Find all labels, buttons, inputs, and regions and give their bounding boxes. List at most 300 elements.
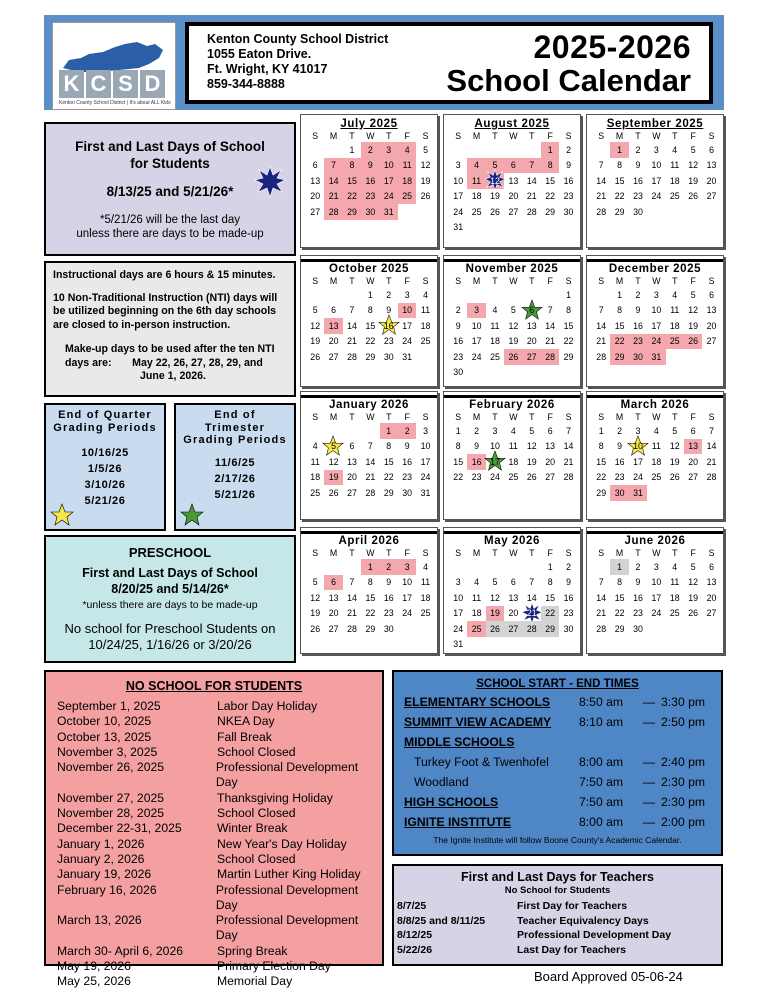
week-row xyxy=(449,318,578,334)
day-cell: 26 xyxy=(490,206,500,217)
day-cell: 10 xyxy=(629,439,647,455)
day-cell xyxy=(559,365,577,381)
no-school-row xyxy=(57,806,382,821)
week-row xyxy=(592,303,721,319)
week-row xyxy=(449,303,578,319)
day-cell xyxy=(467,559,485,575)
day-cell: 12 xyxy=(486,173,504,189)
day-cell: 24 xyxy=(651,191,662,202)
day-cell: 18 xyxy=(310,472,321,483)
day-cell: 17 xyxy=(402,592,413,603)
day-cell: 27 xyxy=(706,191,717,202)
school-times-title: SCHOOL START - END TIMES xyxy=(476,678,639,690)
day-cell: 12 xyxy=(688,305,699,316)
day-cell: 1 xyxy=(610,559,628,575)
teacher-day-date: 5/22/26 xyxy=(397,943,433,956)
day-cell: 24 xyxy=(380,189,398,205)
day-cell: 21 xyxy=(347,336,357,347)
day-cell: 7 xyxy=(523,158,541,174)
no-school-event: Martin Luther King Holiday xyxy=(217,867,361,882)
day-cell: 4 xyxy=(510,425,516,436)
day-cell: 19 xyxy=(508,336,519,347)
day-cell: 11 xyxy=(467,173,485,189)
day-cell: 4 xyxy=(672,561,678,572)
day-cell: 26 xyxy=(669,472,680,483)
day-cell xyxy=(504,220,522,236)
week-row xyxy=(449,189,578,205)
board-approved: Board Approved 05-06-24 xyxy=(534,969,683,984)
day-cell: 31 xyxy=(420,487,431,498)
no-school-date: October 10, 2025 xyxy=(57,714,152,729)
teacher-day-date: 8/8/25 and 8/11/25 xyxy=(397,914,486,927)
no-school-event: Thanksgiving Holiday xyxy=(217,790,333,805)
day-cell: 13 xyxy=(706,160,717,171)
day-cell: 16 xyxy=(563,592,574,603)
day-cell xyxy=(541,637,559,653)
day-cell: 27 xyxy=(328,351,339,362)
day-cell xyxy=(559,220,577,236)
green-star-icon xyxy=(180,503,204,527)
day-cell: 27 xyxy=(347,487,357,498)
month-title: June 2026 xyxy=(587,531,723,547)
day-cell: 12 xyxy=(688,577,699,588)
day-cell: 26 xyxy=(526,472,537,483)
week-row xyxy=(592,334,721,350)
day-cell: 21 xyxy=(706,456,717,467)
day-cell: 27 xyxy=(545,472,556,483)
day-cell: 11 xyxy=(472,592,482,603)
day-cell: 23 xyxy=(633,191,643,202)
day-cell: 1 xyxy=(566,289,571,300)
day-header: T xyxy=(635,276,641,286)
no-school-row xyxy=(57,944,382,959)
day-cell xyxy=(467,220,485,236)
day-header: S xyxy=(422,548,429,558)
week-row xyxy=(592,485,721,501)
day-header: F xyxy=(404,131,410,141)
day-cell: 6 xyxy=(504,158,522,174)
day-cell: 27 xyxy=(504,621,522,637)
day-cell: 19 xyxy=(669,456,680,467)
day-cell: 27 xyxy=(328,623,339,634)
week-row xyxy=(306,318,435,334)
no-school-date: May 19, 2026 xyxy=(57,959,131,974)
instruction-info-box xyxy=(44,261,296,397)
week-row xyxy=(449,142,578,158)
day-header: S xyxy=(455,276,462,286)
day-cell: 10 xyxy=(420,441,431,452)
day-cell: 24 xyxy=(402,336,413,347)
no-school-event: Primary Election Day xyxy=(217,959,331,974)
day-cell: 26 xyxy=(328,487,339,498)
day-cell: 20 xyxy=(706,175,717,186)
day-cell xyxy=(647,485,665,501)
day-header: F xyxy=(690,276,696,286)
quarter-dates xyxy=(46,445,164,509)
day-cell: 22 xyxy=(365,336,376,347)
grading-date: 10/16/25 xyxy=(81,447,129,459)
day-cell: 22 xyxy=(563,336,574,347)
day-cell: 7 xyxy=(598,305,604,316)
day-cell: 25 xyxy=(669,608,680,619)
day-cell: 14 xyxy=(526,175,537,186)
no-school-row xyxy=(57,714,382,729)
day-cell: 30 xyxy=(402,487,413,498)
day-cell: 1 xyxy=(349,144,355,155)
week-row xyxy=(306,485,435,501)
teacher-days-box xyxy=(392,864,723,966)
trimester-grading-box: End of Trimester Grading Periods 11/6/25 2/17/26 5/21/26 xyxy=(174,403,296,531)
day-cell: 21 xyxy=(526,191,537,202)
day-cell: 25 xyxy=(490,351,500,362)
school-time-row xyxy=(404,792,721,812)
day-cell: 27 xyxy=(310,206,321,217)
month-grid xyxy=(592,275,721,365)
day-cell: 29 xyxy=(614,206,625,217)
day-cell: 6 xyxy=(709,144,714,155)
day-cell: 10 xyxy=(380,158,398,174)
day-cell xyxy=(306,559,324,575)
day-cell: 18 xyxy=(508,456,519,467)
day-cell: 6 xyxy=(709,289,714,300)
logo-letters: K C S D xyxy=(59,70,165,98)
week-row xyxy=(306,621,435,637)
day-cell: 21 xyxy=(563,456,574,467)
day-cell: 29 xyxy=(383,487,394,498)
day-cell xyxy=(449,287,467,303)
calendar-9 xyxy=(300,527,438,654)
day-header: S xyxy=(422,131,429,141)
teacher-day-row xyxy=(394,943,721,958)
day-cell: 17 xyxy=(633,456,643,467)
week-row xyxy=(449,204,578,220)
day-cell: 29 xyxy=(610,349,628,365)
end-time: 2:40 pm xyxy=(661,755,706,769)
day-cell: 10 xyxy=(402,577,413,588)
day-header-row xyxy=(449,130,578,142)
day-header: W xyxy=(652,276,661,286)
no-school-list xyxy=(46,699,382,990)
day-cell: 7 xyxy=(349,305,355,316)
address-title-box xyxy=(185,22,713,104)
day-cell: 15 xyxy=(545,175,556,186)
day-cell: 30 xyxy=(610,485,628,501)
day-cell xyxy=(343,287,361,303)
day-cell: 15 xyxy=(614,175,625,186)
teacher-days-subtitle: No School for Students xyxy=(504,885,611,896)
day-cell: 4 xyxy=(398,142,416,158)
week-row xyxy=(449,349,578,365)
day-cell: 2 xyxy=(617,425,623,436)
day-header: S xyxy=(565,276,572,286)
month-grid xyxy=(306,547,435,637)
day-cell: 10 xyxy=(471,320,482,331)
day-cell: 1 xyxy=(380,423,398,439)
calendar-3 xyxy=(300,255,438,387)
day-header: F xyxy=(690,131,696,141)
month-grid xyxy=(449,275,578,380)
no-school-event: NKEA Day xyxy=(217,714,275,729)
day-cell: 27 xyxy=(523,349,541,365)
day-header: M xyxy=(615,412,624,422)
day-cell: 26 xyxy=(684,334,702,350)
school-name: IGNITE INSTITUTE xyxy=(404,815,511,829)
day-cell: 25 xyxy=(508,472,519,483)
no-school-event: Labor Day Holiday xyxy=(217,699,318,713)
day-cell: 15 xyxy=(614,320,625,331)
day-cell: 18 xyxy=(471,191,482,202)
day-header: F xyxy=(547,131,553,141)
day-cell: 24 xyxy=(453,623,464,634)
day-cell: 11 xyxy=(670,160,680,171)
day-header: S xyxy=(565,548,572,558)
teacher-day-event: Professional Development Day xyxy=(517,929,672,941)
no-school-title: NO SCHOOL FOR STUDENTS xyxy=(125,679,303,693)
day-cell: 11 xyxy=(670,577,680,588)
day-cell: 3 xyxy=(653,561,659,572)
day-header: M xyxy=(472,548,481,558)
day-cell xyxy=(504,365,522,381)
day-cell: 18 xyxy=(669,592,680,603)
day-cell: 5 xyxy=(529,425,535,436)
day-cell: 15 xyxy=(343,173,361,189)
day-cell: 9 xyxy=(474,441,480,452)
school-time-row xyxy=(404,712,721,732)
day-cell: 20 xyxy=(310,191,321,202)
teacher-days-list xyxy=(394,899,721,957)
day-cell: 18 xyxy=(669,320,680,331)
week-row xyxy=(306,590,435,606)
day-cell: 7 xyxy=(324,158,342,174)
day-header: T xyxy=(529,412,535,422)
day-cell: 12 xyxy=(508,320,519,331)
day-cell: 23 xyxy=(563,608,574,619)
day-cell: 7 xyxy=(709,425,714,436)
no-school-date: May 25, 2026 xyxy=(57,974,131,989)
day-cell: 2 xyxy=(635,561,641,572)
day-cell: 8 xyxy=(455,441,461,452)
day-header: S xyxy=(598,412,605,422)
week-row xyxy=(306,559,435,575)
month-title: April 2026 xyxy=(301,531,437,547)
day-cell: 23 xyxy=(563,191,574,202)
day-cell: 11 xyxy=(508,441,518,452)
calendar-11 xyxy=(586,527,724,654)
day-cell: 1 xyxy=(610,142,628,158)
day-cell: 24 xyxy=(647,334,665,350)
day-header: T xyxy=(386,131,392,141)
day-cell xyxy=(702,621,720,637)
day-cell: 11 xyxy=(490,320,500,331)
no-school-row xyxy=(57,760,382,791)
week-row xyxy=(449,454,578,470)
no-school-date: March 13, 2026 xyxy=(57,913,142,928)
week-row xyxy=(592,158,721,174)
day-cell: 6 xyxy=(510,577,516,588)
day-cell xyxy=(449,142,467,158)
day-cell: 30 xyxy=(633,206,643,217)
day-cell xyxy=(343,423,361,439)
school-name: MIDDLE SCHOOLS xyxy=(404,735,515,749)
day-cell: 13 xyxy=(324,318,342,334)
week-row xyxy=(306,303,435,319)
day-cell xyxy=(467,637,485,653)
day-cell: 17 xyxy=(453,608,464,619)
day-cell: 10 xyxy=(651,305,662,316)
day-cell: 16 xyxy=(614,456,625,467)
day-cell xyxy=(306,287,324,303)
time-dash: — xyxy=(642,695,656,709)
day-cell: 31 xyxy=(402,351,413,362)
day-cell: 12 xyxy=(688,160,699,171)
day-cell: 9 xyxy=(404,441,410,452)
day-cell: 8 xyxy=(617,305,623,316)
day-cell: 15 xyxy=(545,592,556,603)
day-cell: 2 xyxy=(386,289,392,300)
week-row xyxy=(449,334,578,350)
day-cell: 29 xyxy=(545,206,556,217)
day-cell: 14 xyxy=(563,441,574,452)
day-cell xyxy=(504,637,522,653)
month-title: February 2026 xyxy=(444,395,580,411)
day-cell: 28 xyxy=(324,204,342,220)
day-cell: 15 xyxy=(383,456,394,467)
day-cell: 31 xyxy=(453,639,464,650)
day-cell: 23 xyxy=(471,472,482,483)
day-header-row xyxy=(306,547,435,559)
day-cell: 28 xyxy=(541,349,559,365)
day-cell xyxy=(666,349,684,365)
day-header: F xyxy=(547,412,553,422)
day-cell: 6 xyxy=(547,425,553,436)
day-cell: 19 xyxy=(688,592,699,603)
day-cell: 7 xyxy=(349,577,355,588)
day-cell: 8 xyxy=(367,305,373,316)
day-cell xyxy=(504,559,522,575)
day-cell: 16 xyxy=(361,173,379,189)
day-cell: 3 xyxy=(492,425,498,436)
day-cell xyxy=(647,621,665,637)
day-cell: 20 xyxy=(347,472,357,483)
teacher-day-row xyxy=(394,914,721,929)
day-cell: 19 xyxy=(310,608,321,619)
day-header-row xyxy=(592,547,721,559)
month-grid xyxy=(306,275,435,365)
day-header: T xyxy=(529,131,535,141)
day-cell: 23 xyxy=(453,351,464,362)
day-header: T xyxy=(492,412,498,422)
day-cell: 8 xyxy=(598,441,604,452)
day-header: T xyxy=(386,548,392,558)
first-last-note: *5/21/26 will be the last day unless there are days to be made-up xyxy=(76,214,264,240)
day-header: S xyxy=(422,276,429,286)
month-title: August 2025 xyxy=(474,118,550,130)
no-school-event: School Closed xyxy=(217,851,296,866)
day-cell: 18 xyxy=(651,456,662,467)
day-cell: 11 xyxy=(398,158,416,174)
no-school-event: Professional Development Day xyxy=(215,882,359,912)
teacher-day-event: Last Day for Teachers xyxy=(517,943,626,956)
day-cell xyxy=(486,365,504,381)
day-header: W xyxy=(366,548,375,558)
month-grid xyxy=(592,130,721,220)
day-cell xyxy=(684,204,702,220)
calendar-4 xyxy=(443,255,581,387)
time-dash: — xyxy=(642,815,656,829)
district-name: Kenton County School District xyxy=(207,32,389,46)
day-cell: 5 xyxy=(690,561,696,572)
first-last-heading: First and Last Days of School for Students xyxy=(75,139,265,171)
day-cell: 27 xyxy=(508,206,519,217)
day-cell xyxy=(702,349,720,365)
week-row xyxy=(306,287,435,303)
day-cell: 10 xyxy=(453,592,464,603)
time-dash: — xyxy=(642,755,656,769)
week-row xyxy=(449,365,578,381)
teacher-day-row xyxy=(394,899,721,914)
day-cell: 18 xyxy=(398,173,416,189)
end-time: 2:30 pm xyxy=(661,795,706,809)
no-school-row xyxy=(57,883,382,914)
day-header: S xyxy=(708,412,715,422)
end-time: 2:00 pm xyxy=(661,815,706,829)
day-header: T xyxy=(386,412,392,422)
day-cell: 5 xyxy=(423,144,428,155)
day-cell xyxy=(398,204,416,220)
day-cell xyxy=(559,637,577,653)
day-cell: 3 xyxy=(467,303,485,319)
day-cell: 13 xyxy=(706,305,717,316)
day-cell: 30 xyxy=(563,206,574,217)
day-header: T xyxy=(529,548,535,558)
week-row xyxy=(592,189,721,205)
week-row xyxy=(449,575,578,591)
day-header: S xyxy=(565,131,572,141)
day-cell: 10 xyxy=(651,160,662,171)
day-cell: 28 xyxy=(347,351,357,362)
day-cell: 13 xyxy=(545,441,556,452)
day-cell: 19 xyxy=(490,191,500,202)
nti-days: 10 Non-Traditional Instruction (NTI) days will be utilized beginning on the 6th day schools are closed to in-person instruction. xyxy=(53,291,278,331)
day-cell: 20 xyxy=(688,456,699,467)
no-school-event: Winter Break xyxy=(217,821,288,836)
day-cell: 19 xyxy=(526,456,537,467)
day-cell xyxy=(541,287,559,303)
day-header: T xyxy=(492,548,498,558)
instructional-hours: Instructional days are 6 hours & 15 minutes. xyxy=(53,269,276,281)
grading-date: 1/5/26 xyxy=(87,463,123,475)
day-cell: 15 xyxy=(596,456,607,467)
day-cell: 28 xyxy=(347,623,357,634)
day-cell: 11 xyxy=(670,305,680,316)
day-cell: 28 xyxy=(523,621,541,637)
logo-tagline: Kenton County School District | It's about ALL Kids xyxy=(59,100,171,106)
day-header-row xyxy=(449,411,578,423)
day-header: M xyxy=(472,276,481,286)
day-cell xyxy=(666,204,684,220)
day-cell: 18 xyxy=(490,336,500,347)
day-cell: 14 xyxy=(365,456,376,467)
week-row xyxy=(306,334,435,350)
day-cell xyxy=(486,559,504,575)
day-cell: 2 xyxy=(635,144,641,155)
week-row xyxy=(449,173,578,189)
day-header: S xyxy=(708,131,715,141)
day-cell: 5 xyxy=(672,425,678,436)
day-header: S xyxy=(455,548,462,558)
day-cell: 21 xyxy=(596,608,607,619)
teacher-day-date: 8/12/25 xyxy=(397,929,433,941)
